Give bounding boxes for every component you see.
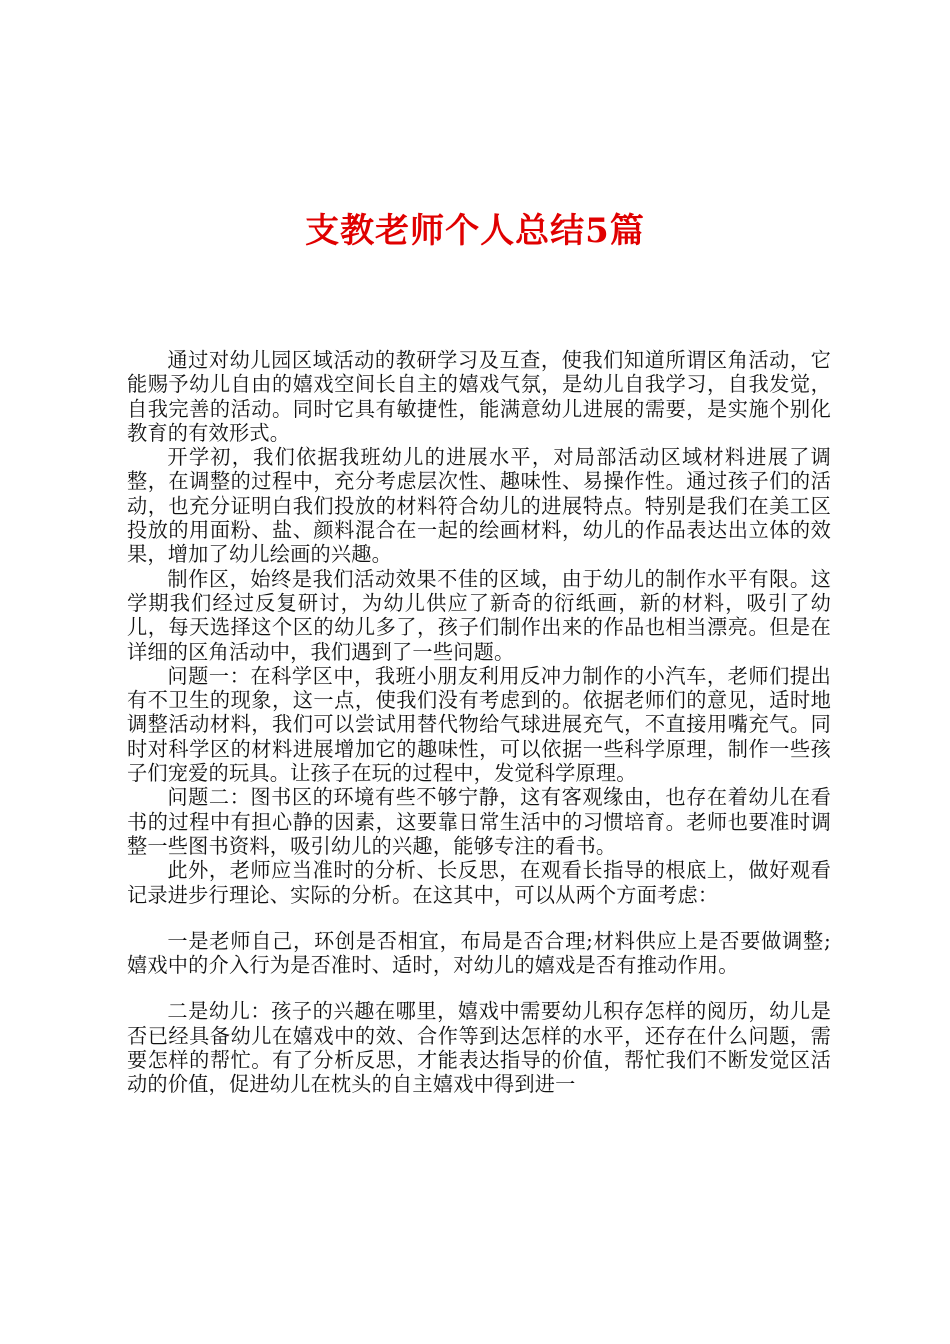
- paragraph-1: 通过对幼儿园区域活动的教研学习及互查，使我们知道所谓区角活动，它能赐予幼儿自由的嬉戏空间长自主的嬉戏气氛，是幼儿自我学习，自我发觉，自我完善的活动。同时它具有敏捷性，能满意幼儿进展的需要，是实施个别化教育的有效形式。: [127, 348, 831, 445]
- paragraph-3: 制作区，始终是我们活动效果不佳的区域，由于幼儿的制作水平有限。这学期我们经过反复研讨，为幼儿供应了新奇的衍纸画，新的材料，吸引了幼儿，每天选择这个区的幼儿多了，孩子们制作出来的作品也相当漂亮。但是在详细的区角活动中，我们遇到了一些问题。: [127, 566, 831, 664]
- paragraph-6: 此外，老师应当准时的分析、长反思，在观看长指导的根底上，做好观看记录进步行理论、实际的分析。在这其中，可以从两个方面考虑：: [127, 858, 831, 907]
- paragraph-2: 开学初，我们依据我班幼儿的进展水平，对局部活动区域材料进展了调整，在调整的过程中，充分考虑层次性、趣味性、易操作性。通过孩子们的活动，也充分证明白我们投放的材料符合幼儿的进展特点。特别是我们在美工区投放的用面粉、盐、颜料混合在一起的绘画材料，幼儿的作品表达出立体的效果，增加了幼儿绘画的兴趣。: [127, 445, 831, 567]
- paragraph-4: 问题一：在科学区中，我班小朋友利用反冲力制作的小汽车，老师们提出有不卫生的现象，这一点，使我们没有考虑到的。依据老师们的意见，适时地调整活动材料，我们可以尝试用替代物给气球进展充气，不直接用嘴充气。同时对科学区的材料进展增加它的趣味性，可以依据一些科学原理，制作一些孩子们宠爱的玩具。让孩子在玩的过程中，发觉科学原理。: [127, 663, 831, 786]
- paragraph-7: 一是老师自己，环创是否相宜，布局是否合理;材料供应上是否要做调整;嬉戏中的介入行为是否准时、适时，对幼儿的嬉戏是否有推动作用。: [127, 928, 831, 978]
- document-body: [127, 348, 831, 1097]
- paragraph-8: 二是幼儿：孩子的兴趣在哪里，嬉戏中需要幼儿积存怎样的阅历，幼儿是否已经具备幼儿在嬉戏中的效、合作等到达怎样的水平，还存在什么问题，需要怎样的帮忙。有了分析反思，才能表达指导的价值，帮忙我们不断发觉区活动的价值，促进幼儿在枕头的自主嬉戏中得到进一: [127, 999, 831, 1097]
- document-title: 支教老师个人总结5篇: [305, 211, 645, 251]
- paragraph-5: 问题二：图书区的环境有些不够宁静，这有客观缘由，也存在着幼儿在看书的过程中有担心静的因素，这要靠日常生活中的习惯培育。老师也要准时调整一些图书资料，吸引幼儿的兴趣，能够专注的看书。: [127, 785, 831, 858]
